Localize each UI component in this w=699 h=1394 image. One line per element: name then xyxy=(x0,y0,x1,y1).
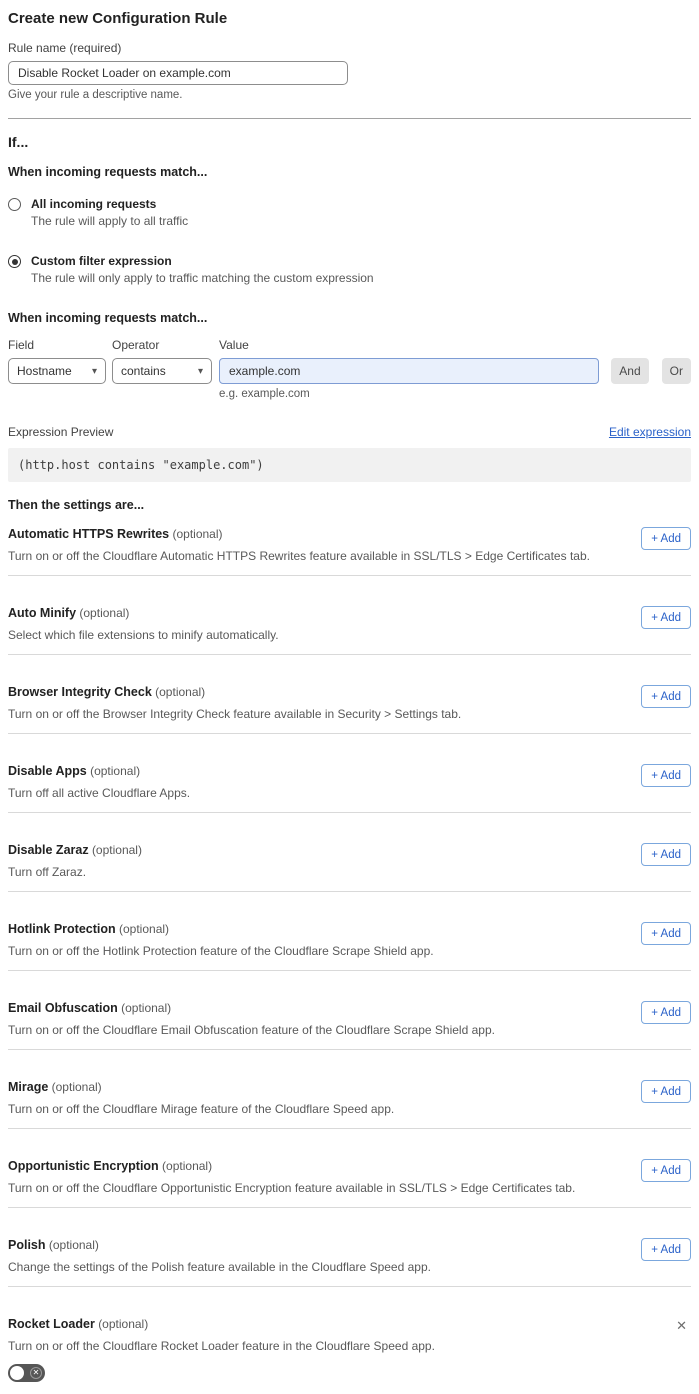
chevron-down-icon: ▾ xyxy=(91,365,97,377)
close-icon[interactable]: ✕ xyxy=(676,1318,687,1333)
settings-list xyxy=(8,512,691,1394)
edit-expression-link[interactable]: Edit expression xyxy=(608,425,691,439)
value-helper: e.g. example.com xyxy=(219,388,310,400)
add-setting-button[interactable]: + Add xyxy=(641,606,691,629)
or-button[interactable]: Or xyxy=(662,358,691,384)
setting-row-opportunistic-encryption xyxy=(8,1129,691,1208)
setting-optional-tag: (optional) xyxy=(98,1317,149,1331)
setting-name: Polish xyxy=(8,1238,46,1252)
add-setting-button[interactable]: + Add xyxy=(641,843,691,866)
setting-name: Auto Minify xyxy=(8,606,77,620)
rule-name-label: Rule name (required) xyxy=(8,41,122,55)
add-setting-button[interactable]: + Add xyxy=(641,922,691,945)
add-setting-button[interactable]: + Add xyxy=(641,1080,691,1103)
setting-name: Opportunistic Encryption xyxy=(8,1159,159,1173)
setting-optional-tag: (optional) xyxy=(155,685,206,699)
setting-row-hotlink-protection xyxy=(8,892,691,971)
incoming-requests-match-heading: When incoming requests match... xyxy=(8,165,208,179)
radio-description: The rule will only apply to traffic matching the custom expression xyxy=(31,271,374,285)
operator-label: Operator xyxy=(112,338,160,352)
and-button[interactable]: And xyxy=(611,358,648,384)
if-heading: If... xyxy=(8,134,29,150)
operator-select[interactable] xyxy=(112,358,212,384)
setting-description: Turn on or off the Cloudflare Automatic HTTPS Rewrites feature available in SSL/TLS > Edge Certificates tab. xyxy=(8,549,590,563)
setting-row-mirage xyxy=(8,1050,691,1129)
then-settings-heading: Then the settings are... xyxy=(8,498,145,512)
radio-description: The rule will apply to all traffic xyxy=(31,214,189,228)
setting-description: Turn on or off the Cloudflare Rocket Loader feature in the Cloudflare Speed app. xyxy=(8,1339,435,1353)
setting-description: Turn off Zaraz. xyxy=(8,865,87,879)
setting-row-disable-zaraz xyxy=(8,813,691,892)
rule-name-input[interactable] xyxy=(8,61,348,85)
rule-name-section xyxy=(8,41,691,101)
setting-row-auto-minify xyxy=(8,576,691,655)
setting-row-disable-apps xyxy=(8,734,691,813)
incoming-requests-radio-group xyxy=(8,197,691,285)
radio-unselected-icon[interactable] xyxy=(8,198,21,211)
add-setting-button[interactable]: + Add xyxy=(641,527,691,550)
setting-description: Turn on or off the Cloudflare Opportunistic Encryption feature available in SSL/TLS > Edge Certificates tab. xyxy=(8,1181,576,1195)
setting-row-automatic-https-rewrites xyxy=(8,512,691,576)
expression-preview-code: (http.host contains "example.com") xyxy=(8,448,691,482)
setting-name: Automatic HTTPS Rewrites xyxy=(8,527,170,541)
setting-row-polish xyxy=(8,1208,691,1287)
setting-optional-tag: (optional) xyxy=(51,1080,102,1094)
filter-match-heading: When incoming requests match... xyxy=(8,311,208,325)
setting-description: Turn off all active Cloudflare Apps. xyxy=(8,786,191,800)
setting-name: Disable Zaraz xyxy=(8,843,89,857)
setting-name: Hotlink Protection xyxy=(8,922,116,936)
setting-name: Rocket Loader xyxy=(8,1317,95,1331)
setting-description: Turn on or off the Hotlink Protection feature of the Cloudflare Scrape Shield app. xyxy=(8,944,434,958)
setting-description: Turn on or off the Cloudflare Mirage feature of the Cloudflare Speed app. xyxy=(8,1102,395,1116)
radio-all-incoming-requests[interactable] xyxy=(8,197,691,228)
setting-row-rocket-loader xyxy=(8,1287,691,1394)
setting-optional-tag: (optional) xyxy=(48,1238,99,1252)
setting-row-browser-integrity-check xyxy=(8,655,691,734)
setting-description: Turn on or off the Browser Integrity Check feature available in Security > Settings tab. xyxy=(8,707,462,721)
field-label: Field xyxy=(8,338,35,352)
filter-builder-row xyxy=(8,338,691,400)
setting-name: Disable Apps xyxy=(8,764,87,778)
add-setting-button[interactable]: + Add xyxy=(641,685,691,708)
toggle-off-x-icon: ✕ xyxy=(30,1367,42,1379)
add-setting-button[interactable]: + Add xyxy=(641,1238,691,1261)
setting-optional-tag: (optional) xyxy=(121,1001,172,1015)
operator-select-value: contains xyxy=(121,364,166,378)
setting-optional-tag: (optional) xyxy=(119,922,170,936)
setting-name: Mirage xyxy=(8,1080,49,1094)
setting-optional-tag: (optional) xyxy=(79,606,130,620)
field-select[interactable] xyxy=(8,358,106,384)
setting-optional-tag: (optional) xyxy=(172,527,223,541)
radio-custom-filter-expression[interactable] xyxy=(8,254,691,285)
setting-description: Change the settings of the Polish feature available in the Cloudflare Speed app. xyxy=(8,1260,431,1274)
value-input[interactable] xyxy=(219,358,599,384)
toggle-knob-icon xyxy=(10,1366,24,1380)
add-setting-button[interactable]: + Add xyxy=(641,1001,691,1024)
radio-selected-icon[interactable] xyxy=(8,255,21,268)
value-label: Value xyxy=(219,338,249,352)
setting-description: Turn on or off the Cloudflare Email Obfuscation feature of the Cloudflare Scrape Shield app. xyxy=(8,1023,495,1037)
setting-optional-tag: (optional) xyxy=(162,1159,213,1173)
expression-preview-label: Expression Preview xyxy=(8,425,114,439)
setting-row-email-obfuscation xyxy=(8,971,691,1050)
setting-optional-tag: (optional) xyxy=(91,843,142,857)
page-title: Create new Configuration Rule xyxy=(8,10,228,27)
expression-preview-header xyxy=(8,425,691,439)
setting-name: Email Obfuscation xyxy=(8,1001,118,1015)
radio-label: Custom filter expression xyxy=(31,254,172,268)
rocket-loader-toggle[interactable] xyxy=(8,1364,45,1382)
add-setting-button[interactable]: + Add xyxy=(641,764,691,787)
setting-optional-tag: (optional) xyxy=(90,764,141,778)
radio-label: All incoming requests xyxy=(31,197,157,211)
section-divider xyxy=(8,118,691,119)
setting-name: Browser Integrity Check xyxy=(8,685,152,699)
chevron-down-icon: ▾ xyxy=(197,365,203,377)
field-select-value: Hostname xyxy=(17,364,72,378)
setting-description: Select which file extensions to minify automatically. xyxy=(8,628,279,642)
add-setting-button[interactable]: + Add xyxy=(641,1159,691,1182)
rule-name-helper: Give your rule a descriptive name. xyxy=(8,89,183,101)
